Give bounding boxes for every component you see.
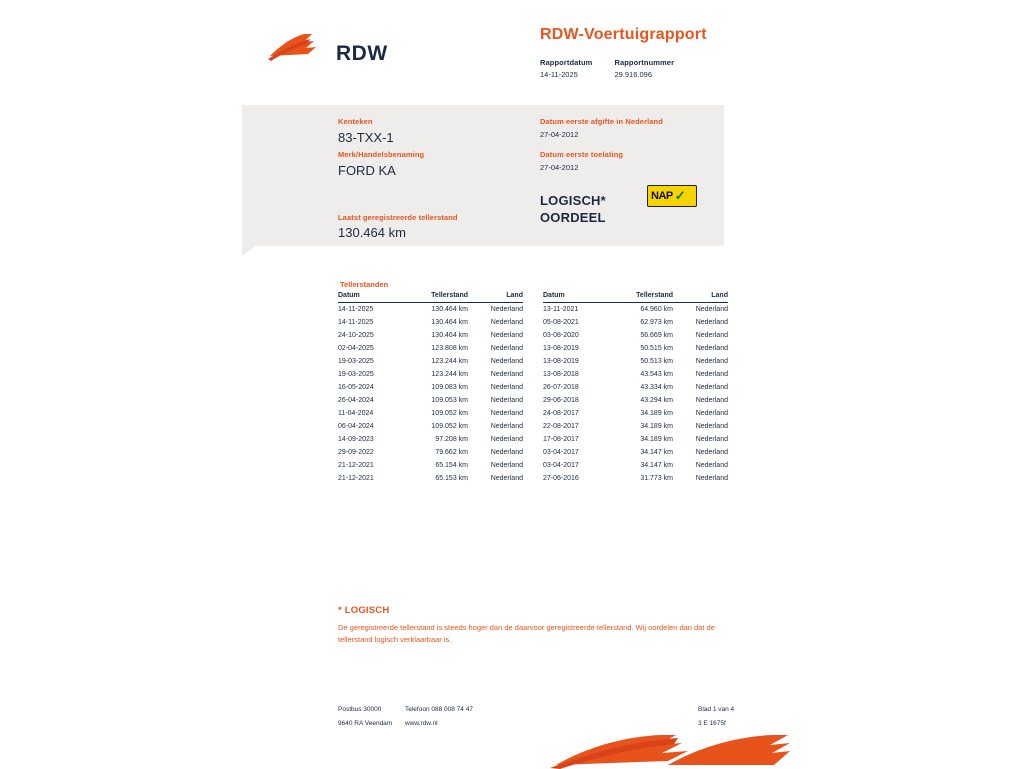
tellerstand-label: Laatst geregistreerde tellerstand bbox=[338, 213, 458, 222]
cell-datum: 17-08-2017 bbox=[543, 436, 579, 443]
cell-datum: 19-03-2025 bbox=[338, 371, 374, 378]
cell-datum: 22-08-2017 bbox=[543, 423, 579, 430]
rdw-arrow-logo-icon bbox=[268, 30, 330, 62]
table-body-right bbox=[543, 303, 728, 486]
cell-tellerstand: 62.973 km bbox=[640, 319, 673, 326]
cell-tellerstand: 123.244 km bbox=[431, 358, 468, 365]
col-land: Land bbox=[468, 292, 523, 303]
col-datum: Datum bbox=[338, 292, 400, 303]
cell-land: Nederland bbox=[695, 371, 728, 378]
table-row bbox=[543, 433, 728, 446]
table-row bbox=[338, 316, 523, 329]
cell-datum: 24-08-2017 bbox=[543, 410, 579, 417]
cell-datum: 13-08-2018 bbox=[543, 371, 579, 378]
cell-tellerstand: 50.515 km bbox=[640, 345, 673, 352]
cell-tellerstand: 130.464 km bbox=[431, 332, 468, 339]
cell-land: Nederland bbox=[695, 358, 728, 365]
footer-pagination bbox=[698, 703, 734, 731]
nap-badge bbox=[647, 185, 697, 207]
cell-land: Nederland bbox=[490, 384, 523, 391]
cell-tellerstand: 130.464 km bbox=[431, 319, 468, 326]
table-row bbox=[543, 381, 728, 394]
afgifte-label: Datum eerste afgifte in Nederland bbox=[540, 117, 663, 126]
cell-datum: 27-06-2016 bbox=[543, 475, 579, 482]
table-header-row bbox=[338, 292, 523, 303]
cell-land: Nederland bbox=[695, 410, 728, 417]
table-row bbox=[543, 472, 728, 485]
panel-notch bbox=[242, 246, 256, 256]
table-row bbox=[543, 342, 728, 355]
tellerstand-value: 130.464 km bbox=[338, 225, 406, 240]
kenteken-value: 83-TXX-1 bbox=[338, 130, 394, 145]
cell-datum: 13-08-2019 bbox=[543, 358, 579, 365]
cell-tellerstand: 123.244 km bbox=[431, 371, 468, 378]
footer-website[interactable]: www.rdw.nl bbox=[405, 720, 438, 727]
table-row bbox=[338, 394, 523, 407]
cell-land: Nederland bbox=[695, 332, 728, 339]
check-icon: ✓ bbox=[674, 188, 686, 203]
logo-wordmark: RDW bbox=[336, 42, 388, 65]
table-row bbox=[338, 472, 523, 485]
cell-datum: 03-08-2020 bbox=[543, 332, 579, 339]
report-meta bbox=[540, 58, 674, 79]
cell-tellerstand: 130.464 km bbox=[431, 306, 468, 313]
cell-land: Nederland bbox=[490, 462, 523, 469]
footer-page-number: Blad 1 van 4 bbox=[698, 706, 735, 713]
table-row bbox=[543, 329, 728, 342]
table-row bbox=[338, 381, 523, 394]
cell-land: Nederland bbox=[695, 449, 728, 456]
table-row bbox=[543, 368, 728, 381]
cell-land: Nederland bbox=[490, 475, 523, 482]
cell-tellerstand: 34.147 km bbox=[640, 449, 673, 456]
table-row bbox=[543, 459, 728, 472]
meta-rapportnummer bbox=[614, 58, 674, 79]
cell-datum: 24-10-2025 bbox=[338, 332, 374, 339]
cell-tellerstand: 109.052 km bbox=[431, 410, 468, 417]
cell-datum: 19-03-2025 bbox=[338, 358, 374, 365]
meta-rapportdatum-label: Rapportdatum bbox=[540, 58, 593, 67]
footer-address-line2: 9640 RA Veendam bbox=[338, 720, 393, 727]
cell-land: Nederland bbox=[490, 358, 523, 365]
cell-land: Nederland bbox=[695, 384, 728, 391]
cell-land: Nederland bbox=[490, 423, 523, 430]
cell-land: Nederland bbox=[695, 475, 728, 482]
table-row bbox=[543, 394, 728, 407]
cell-land: Nederland bbox=[695, 345, 728, 352]
cell-tellerstand: 34.189 km bbox=[640, 423, 673, 430]
meta-rapportnummer-label: Rapportnummer bbox=[614, 58, 675, 67]
col-datum: Datum bbox=[543, 292, 605, 303]
col-tellerstand: Tellerstand bbox=[400, 292, 468, 303]
merk-value: FORD KA bbox=[338, 163, 396, 178]
cell-tellerstand: 56.669 km bbox=[640, 332, 673, 339]
table-row bbox=[543, 420, 728, 433]
cell-datum: 11-04-2024 bbox=[338, 410, 374, 417]
toelating-label: Datum eerste toelating bbox=[540, 150, 624, 159]
cell-tellerstand: 65.154 km bbox=[435, 462, 468, 469]
cell-tellerstand: 43.334 km bbox=[640, 384, 673, 391]
cell-land: Nederland bbox=[490, 319, 523, 326]
cell-datum: 29-06-2018 bbox=[543, 397, 579, 404]
table-row bbox=[543, 303, 728, 317]
cell-tellerstand: 50.513 km bbox=[640, 358, 673, 365]
cell-datum: 13-11-2021 bbox=[543, 306, 579, 313]
cell-datum: 16-05-2024 bbox=[338, 384, 374, 391]
cell-land: Nederland bbox=[490, 332, 523, 339]
meta-rapportdatum bbox=[540, 58, 592, 79]
table-row bbox=[338, 407, 523, 420]
cell-land: Nederland bbox=[695, 423, 728, 430]
cell-land: Nederland bbox=[490, 449, 523, 456]
cell-tellerstand: 65.153 km bbox=[435, 475, 468, 482]
cell-datum: 26-07-2018 bbox=[543, 384, 579, 391]
cell-tellerstand: 34.189 km bbox=[640, 436, 673, 443]
cell-tellerstand: 34.189 km bbox=[640, 410, 673, 417]
col-land: Land bbox=[673, 292, 728, 303]
cell-land: Nederland bbox=[695, 319, 728, 326]
report-title: RDW-Voertuigrapport bbox=[540, 26, 707, 43]
cell-datum: 02-04-2025 bbox=[338, 345, 374, 352]
afgifte-value: 27-04-2012 bbox=[540, 130, 579, 139]
cell-datum: 03-04-2017 bbox=[543, 462, 579, 469]
table-row bbox=[338, 368, 523, 381]
cell-tellerstand: 109.053 km bbox=[431, 397, 468, 404]
cell-datum: 03-04-2017 bbox=[543, 449, 579, 456]
cell-datum: 06-04-2024 bbox=[338, 423, 374, 430]
cell-datum: 29-09-2022 bbox=[338, 449, 374, 456]
merk-label: Merk/Handelsbenaming bbox=[338, 150, 425, 159]
tellerstanden-title: Tellerstanden bbox=[340, 280, 389, 289]
table-header-row bbox=[543, 292, 728, 303]
footer-contact bbox=[405, 703, 473, 731]
cell-datum: 21-12-2021 bbox=[338, 462, 374, 469]
table-row bbox=[338, 446, 523, 459]
nap-label: NAP bbox=[651, 190, 673, 202]
cell-tellerstand: 79.662 km bbox=[435, 449, 468, 456]
rdw-logo bbox=[268, 22, 398, 70]
cell-tellerstand: 34.147 km bbox=[640, 462, 673, 469]
cell-land: Nederland bbox=[490, 306, 523, 313]
tellerstanden-table-right bbox=[543, 292, 728, 485]
table-row bbox=[338, 329, 523, 342]
cell-tellerstand: 43.543 km bbox=[640, 371, 673, 378]
meta-rapportnummer-value: 29.916.096 bbox=[614, 70, 652, 79]
cell-datum: 05-08-2021 bbox=[543, 319, 579, 326]
footer-address bbox=[338, 703, 392, 731]
footnote-title: * LOGISCH bbox=[338, 605, 390, 616]
footnote-body: De geregistreerde tellerstand is steeds hoger dan de daarvoor geregistreerde tellerstand. Wij oordelen dan dat de tellerstand logisch verklaarbaar is. bbox=[338, 623, 715, 644]
cell-tellerstand: 97.208 km bbox=[435, 436, 468, 443]
footer-phone: Telefoon 088 008 74 47 bbox=[405, 706, 473, 713]
kenteken-label: Kenteken bbox=[338, 117, 373, 126]
toelating-value: 27-04-2012 bbox=[540, 163, 579, 172]
vehicle-summary-panel bbox=[242, 105, 724, 246]
cell-land: Nederland bbox=[695, 397, 728, 404]
table-row bbox=[338, 433, 523, 446]
cell-tellerstand: 64.960 km bbox=[640, 306, 673, 313]
table-row bbox=[338, 420, 523, 433]
tellerstanden-table-left bbox=[338, 292, 523, 485]
cell-land: Nederland bbox=[695, 306, 728, 313]
rdw-bottom-graphic-icon bbox=[550, 735, 790, 769]
cell-datum: 14-11-2025 bbox=[338, 306, 374, 313]
table-row bbox=[338, 342, 523, 355]
cell-datum: 21-12-2021 bbox=[338, 475, 374, 482]
cell-datum: 14-11-2025 bbox=[338, 319, 374, 326]
cell-datum: 14-09-2023 bbox=[338, 436, 374, 443]
table-row bbox=[543, 316, 728, 329]
cell-tellerstand: 123.808 km bbox=[431, 345, 468, 352]
cell-tellerstand: 109.052 km bbox=[431, 423, 468, 430]
cell-land: Nederland bbox=[695, 436, 728, 443]
col-tellerstand: Tellerstand bbox=[605, 292, 673, 303]
table-row bbox=[338, 355, 523, 368]
cell-land: Nederland bbox=[695, 462, 728, 469]
cell-tellerstand: 31.773 km bbox=[640, 475, 673, 482]
cell-land: Nederland bbox=[490, 371, 523, 378]
footer-form-code: 3 E 1675f bbox=[698, 720, 726, 727]
footer-address-line1: Postbus 30000 bbox=[338, 706, 382, 713]
cell-tellerstand: 109.083 km bbox=[431, 384, 468, 391]
verdict-line-1: LOGISCH* bbox=[540, 193, 606, 208]
cell-land: Nederland bbox=[490, 410, 523, 417]
table-row bbox=[543, 407, 728, 420]
meta-rapportdatum-value: 14-11-2025 bbox=[540, 70, 578, 79]
table-body-left bbox=[338, 303, 523, 486]
cell-land: Nederland bbox=[490, 345, 523, 352]
cell-datum: 26-04-2024 bbox=[338, 397, 374, 404]
cell-datum: 13-08-2019 bbox=[543, 345, 579, 352]
verdict-line-2: OORDEEL bbox=[540, 210, 606, 225]
cell-land: Nederland bbox=[490, 397, 523, 404]
cell-land: Nederland bbox=[490, 436, 523, 443]
table-row bbox=[543, 446, 728, 459]
cell-tellerstand: 43.294 km bbox=[640, 397, 673, 404]
verdict-block bbox=[540, 192, 606, 226]
table-row bbox=[338, 459, 523, 472]
table-row bbox=[543, 355, 728, 368]
table-row bbox=[338, 303, 523, 317]
